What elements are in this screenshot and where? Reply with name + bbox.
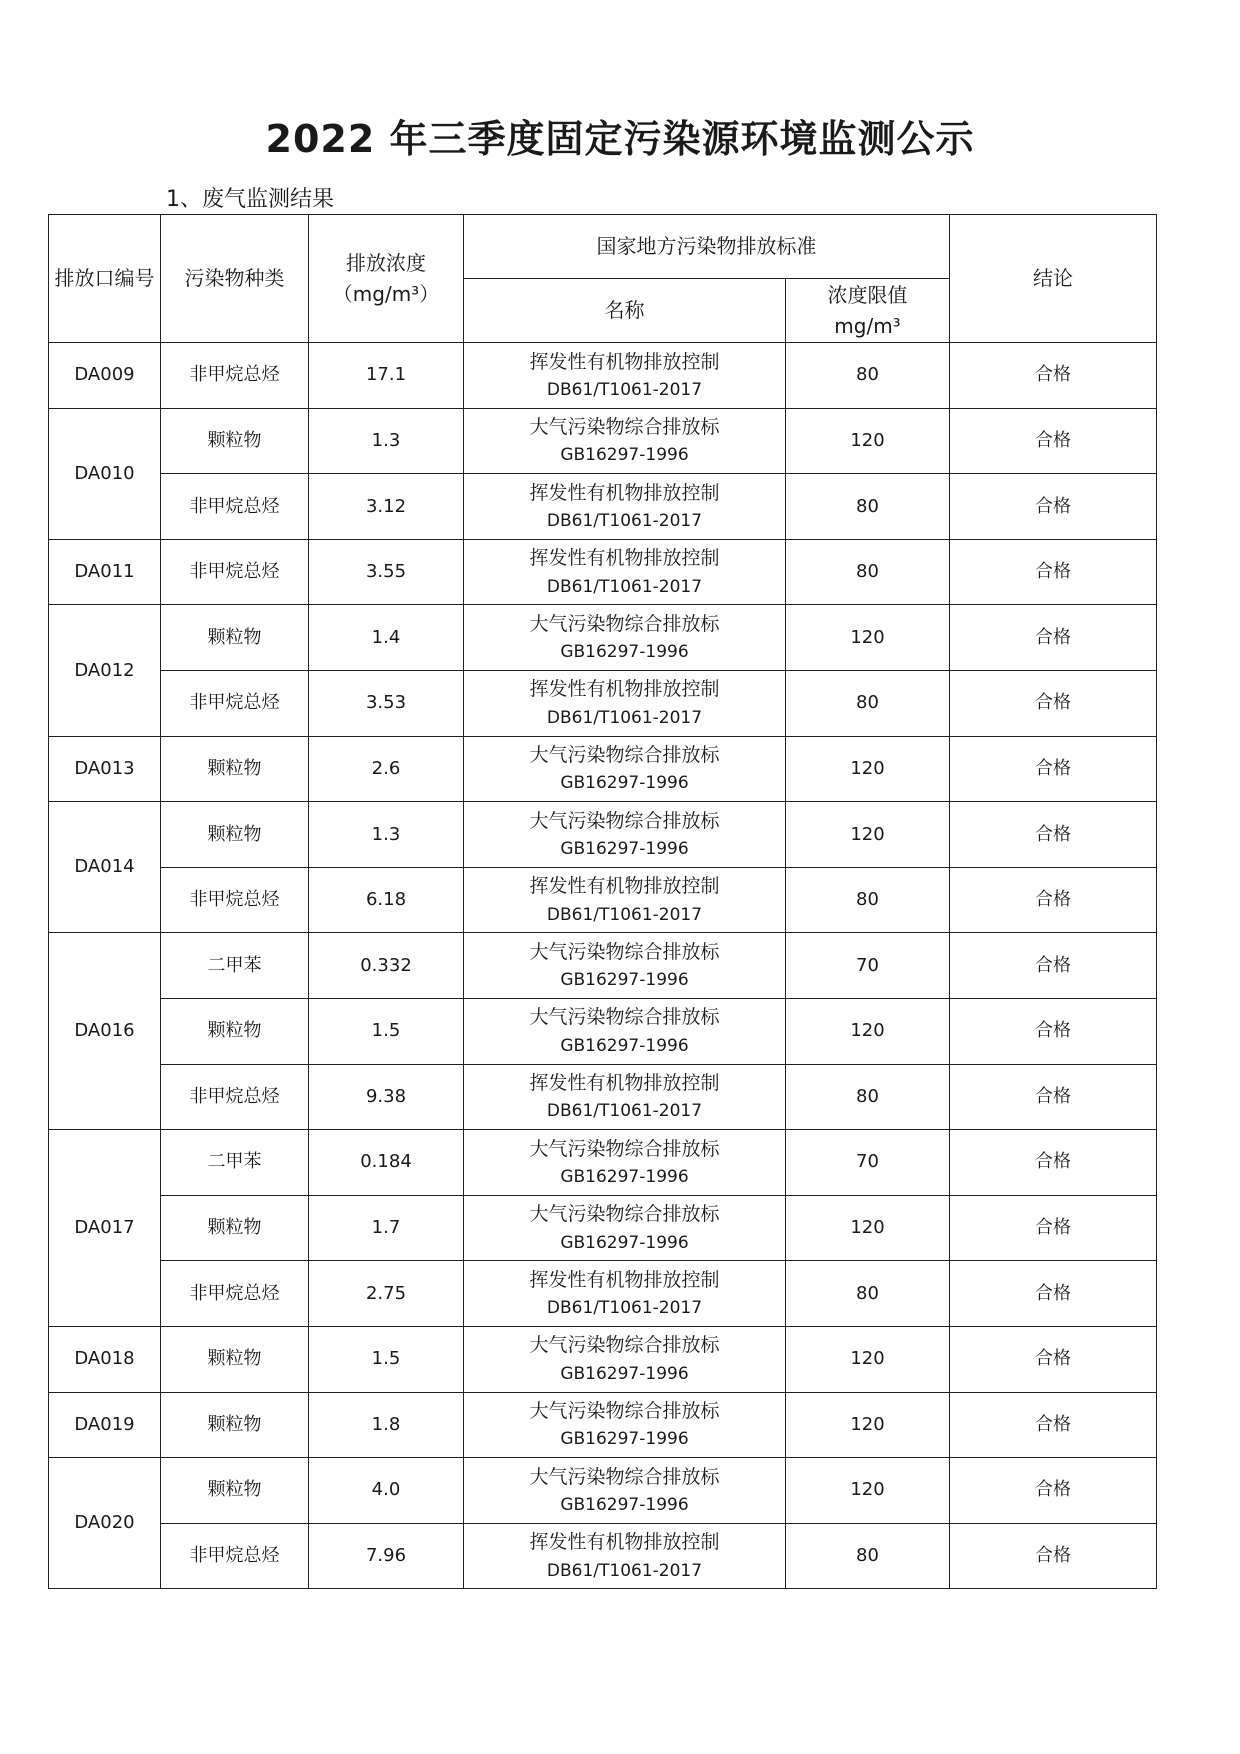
concentration-cell: 1.3: [309, 802, 464, 868]
table-row: [49, 605, 1157, 671]
standard-name: 大气污染物综合排放标: [529, 809, 720, 832]
outlet-cell: DA019: [49, 1392, 161, 1458]
table-row: [49, 1523, 1157, 1589]
concentration-cell: 2.75: [309, 1261, 464, 1327]
standard-name: 大气污染物综合排放标: [529, 1465, 720, 1488]
table-row: [49, 343, 1157, 409]
standard-name: 挥发性有机物排放控制: [529, 1072, 720, 1095]
conclusion-cell: 合格: [950, 736, 1157, 802]
pollutant-cell: 非甲烷总烃: [161, 539, 309, 605]
conclusion-cell: 合格: [950, 605, 1157, 671]
standard-code: GB16297-1996: [560, 1167, 689, 1188]
limit-cell: 120: [786, 1392, 950, 1458]
table-row: [49, 1392, 1157, 1458]
header-limit-unit: mg/m³: [834, 313, 901, 338]
pollutant-cell: 颗粒物: [161, 1392, 309, 1458]
standard-code: GB16297-1996: [560, 1363, 689, 1384]
outlet-cell: DA010: [49, 408, 161, 539]
header-standard-name: 名称: [464, 279, 786, 343]
table-row: [49, 867, 1157, 933]
header-limit-label: 浓度限值: [827, 282, 908, 307]
pollutant-cell: 二甲苯: [161, 933, 309, 999]
concentration-cell: 3.12: [309, 474, 464, 540]
standard-cell: [464, 1064, 786, 1130]
outlet-cell: DA020: [49, 1458, 161, 1589]
standard-code: GB16297-1996: [560, 1232, 689, 1253]
limit-cell: 80: [786, 1261, 950, 1327]
pollutant-cell: 非甲烷总烃: [161, 1064, 309, 1130]
limit-cell: 80: [786, 474, 950, 540]
outlet-cell: DA011: [49, 539, 161, 605]
conclusion-cell: 合格: [950, 539, 1157, 605]
standard-name: 挥发性有机物排放控制: [529, 350, 720, 373]
standard-code: GB16297-1996: [560, 445, 689, 466]
outlet-cell: DA017: [49, 1130, 161, 1327]
outlet-cell: DA018: [49, 1326, 161, 1392]
concentration-cell: 1.5: [309, 1326, 464, 1392]
outlet-cell: DA016: [49, 933, 161, 1130]
limit-cell: 80: [786, 1523, 950, 1589]
standard-cell: [464, 408, 786, 474]
standard-code: DB61/T1061-2017: [546, 1101, 703, 1122]
concentration-cell: 0.184: [309, 1130, 464, 1196]
header-concentration-unit: （mg/m³）: [332, 281, 440, 306]
concentration-cell: 4.0: [309, 1458, 464, 1524]
concentration-cell: 1.8: [309, 1392, 464, 1458]
table-row: [49, 1458, 1157, 1524]
standard-name: 大气污染物综合排放标: [529, 1006, 720, 1029]
limit-cell: 80: [786, 343, 950, 409]
standard-cell: [464, 1458, 786, 1524]
pollutant-cell: 颗粒物: [161, 736, 309, 802]
table-row: [49, 1261, 1157, 1327]
standard-cell: [464, 1326, 786, 1392]
standard-code: GB16297-1996: [560, 1494, 689, 1515]
concentration-cell: 7.96: [309, 1523, 464, 1589]
limit-cell: 120: [786, 998, 950, 1064]
limit-cell: 120: [786, 605, 950, 671]
outlet-cell: DA013: [49, 736, 161, 802]
table-row: [49, 474, 1157, 540]
concentration-cell: 1.3: [309, 408, 464, 474]
standard-cell: [464, 998, 786, 1064]
standard-name: 大气污染物综合排放标: [529, 1203, 720, 1226]
conclusion-cell: 合格: [950, 1392, 1157, 1458]
conclusion-cell: 合格: [950, 1064, 1157, 1130]
table-row: [49, 1130, 1157, 1196]
header-standard-group: 国家地方污染物排放标准: [464, 215, 950, 279]
limit-cell: 80: [786, 670, 950, 736]
standard-code: GB16297-1996: [560, 839, 689, 860]
header-pollutant: 污染物种类: [161, 215, 309, 343]
standard-cell: [464, 1392, 786, 1458]
concentration-cell: 1.5: [309, 998, 464, 1064]
limit-cell: 70: [786, 933, 950, 999]
standard-cell: [464, 867, 786, 933]
limit-cell: 120: [786, 1195, 950, 1261]
pollutant-cell: 非甲烷总烃: [161, 1261, 309, 1327]
section-heading: 1、废气监测结果: [166, 187, 334, 212]
standard-cell: [464, 670, 786, 736]
standard-cell: [464, 802, 786, 868]
limit-cell: 120: [786, 802, 950, 868]
standard-name: 大气污染物综合排放标: [529, 940, 720, 963]
table-row: [49, 670, 1157, 736]
table-row: [49, 736, 1157, 802]
table-row: [49, 539, 1157, 605]
standard-name: 挥发性有机物排放控制: [529, 481, 720, 504]
pollutant-cell: 非甲烷总烃: [161, 867, 309, 933]
standard-code: DB61/T1061-2017: [546, 1560, 703, 1581]
limit-cell: 80: [786, 1064, 950, 1130]
header-limit: [786, 279, 950, 343]
limit-cell: 70: [786, 1130, 950, 1196]
standard-name: 挥发性有机物排放控制: [529, 1531, 720, 1554]
standard-code: DB61/T1061-2017: [546, 379, 703, 400]
table-row: [49, 1326, 1157, 1392]
pollutant-cell: 非甲烷总烃: [161, 670, 309, 736]
standard-cell: [464, 474, 786, 540]
concentration-cell: 6.18: [309, 867, 464, 933]
standard-name: 大气污染物综合排放标: [529, 1334, 720, 1357]
standard-code: GB16297-1996: [560, 773, 689, 794]
standard-cell: [464, 1523, 786, 1589]
conclusion-cell: 合格: [950, 867, 1157, 933]
pollutant-cell: 颗粒物: [161, 1195, 309, 1261]
concentration-cell: 3.55: [309, 539, 464, 605]
table-row: [49, 998, 1157, 1064]
conclusion-cell: 合格: [950, 408, 1157, 474]
standard-name: 大气污染物综合排放标: [529, 1400, 720, 1422]
pollutant-cell: 颗粒物: [161, 998, 309, 1064]
pollutant-cell: 颗粒物: [161, 1326, 309, 1392]
conclusion-cell: 合格: [950, 933, 1157, 999]
outlet-cell: DA014: [49, 802, 161, 933]
pollutant-cell: 颗粒物: [161, 1458, 309, 1524]
pollutant-cell: 颗粒物: [161, 802, 309, 868]
conclusion-cell: 合格: [950, 998, 1157, 1064]
pollutant-cell: 颗粒物: [161, 605, 309, 671]
table-row: [49, 802, 1157, 868]
pollutant-cell: 非甲烷总烃: [161, 474, 309, 540]
table-row: [49, 1064, 1157, 1130]
table-body: [49, 343, 1157, 1589]
standard-cell: [464, 343, 786, 409]
standard-code: GB16297-1996: [560, 642, 689, 663]
standard-cell: [464, 933, 786, 999]
limit-cell: 120: [786, 408, 950, 474]
concentration-cell: 1.4: [309, 605, 464, 671]
conclusion-cell: 合格: [950, 343, 1157, 409]
conclusion-cell: 合格: [950, 1458, 1157, 1524]
table-row: [49, 933, 1157, 999]
conclusion-cell: 合格: [950, 1523, 1157, 1589]
standard-code: DB61/T1061-2017: [546, 707, 703, 728]
standard-code: DB61/T1061-2017: [546, 1298, 703, 1319]
emission-results-table: [48, 214, 1157, 1589]
header-concentration: [309, 215, 464, 343]
limit-cell: 80: [786, 539, 950, 605]
standard-code: DB61/T1061-2017: [546, 511, 703, 532]
limit-cell: 80: [786, 867, 950, 933]
standard-name: 挥发性有机物排放控制: [529, 678, 720, 701]
header-concentration-label: 排放浓度: [346, 250, 426, 275]
concentration-cell: 1.7: [309, 1195, 464, 1261]
table-row: [49, 1195, 1157, 1261]
standard-cell: [464, 1261, 786, 1327]
standard-code: GB16297-1996: [560, 1429, 689, 1450]
standard-name: 挥发性有机物排放控制: [529, 547, 720, 570]
conclusion-cell: 合格: [950, 1326, 1157, 1392]
pollutant-cell: 颗粒物: [161, 408, 309, 474]
standard-name: 挥发性有机物排放控制: [529, 1268, 720, 1291]
limit-cell: 120: [786, 1326, 950, 1392]
limit-cell: 120: [786, 736, 950, 802]
standard-cell: [464, 736, 786, 802]
standard-cell: [464, 539, 786, 605]
conclusion-cell: 合格: [950, 474, 1157, 540]
limit-cell: 120: [786, 1458, 950, 1524]
standard-name: 大气污染物综合排放标: [529, 612, 720, 635]
header-conclusion: 结论: [950, 215, 1157, 343]
standard-name: 挥发性有机物排放控制: [529, 875, 720, 898]
pollutant-cell: 非甲烷总烃: [161, 343, 309, 409]
concentration-cell: 3.53: [309, 670, 464, 736]
concentration-cell: 17.1: [309, 343, 464, 409]
conclusion-cell: 合格: [950, 1195, 1157, 1261]
standard-name: 大气污染物综合排放标: [529, 1137, 720, 1160]
standard-code: GB16297-1996: [560, 970, 689, 991]
conclusion-cell: 合格: [950, 1261, 1157, 1327]
concentration-cell: 2.6: [309, 736, 464, 802]
standard-cell: [464, 605, 786, 671]
standard-code: DB61/T1061-2017: [546, 904, 703, 925]
conclusion-cell: 合格: [950, 670, 1157, 736]
table-row: [49, 408, 1157, 474]
conclusion-cell: 合格: [950, 1130, 1157, 1196]
page-title: 2022 年三季度固定污染源环境监测公示: [265, 117, 975, 161]
outlet-cell: DA012: [49, 605, 161, 736]
standard-code: GB16297-1996: [560, 1035, 689, 1056]
conclusion-cell: 合格: [950, 802, 1157, 868]
header-outlet: 排放口编号: [49, 215, 161, 343]
pollutant-cell: 二甲苯: [161, 1130, 309, 1196]
standard-cell: [464, 1130, 786, 1196]
outlet-cell: DA009: [49, 343, 161, 409]
concentration-cell: 0.332: [309, 933, 464, 999]
standard-cell: [464, 1195, 786, 1261]
standard-name: 大气污染物综合排放标: [529, 744, 720, 767]
standard-code: DB61/T1061-2017: [546, 576, 703, 597]
pollutant-cell: 非甲烷总烃: [161, 1523, 309, 1589]
standard-name: 大气污染物综合排放标: [529, 416, 720, 439]
concentration-cell: 9.38: [309, 1064, 464, 1130]
